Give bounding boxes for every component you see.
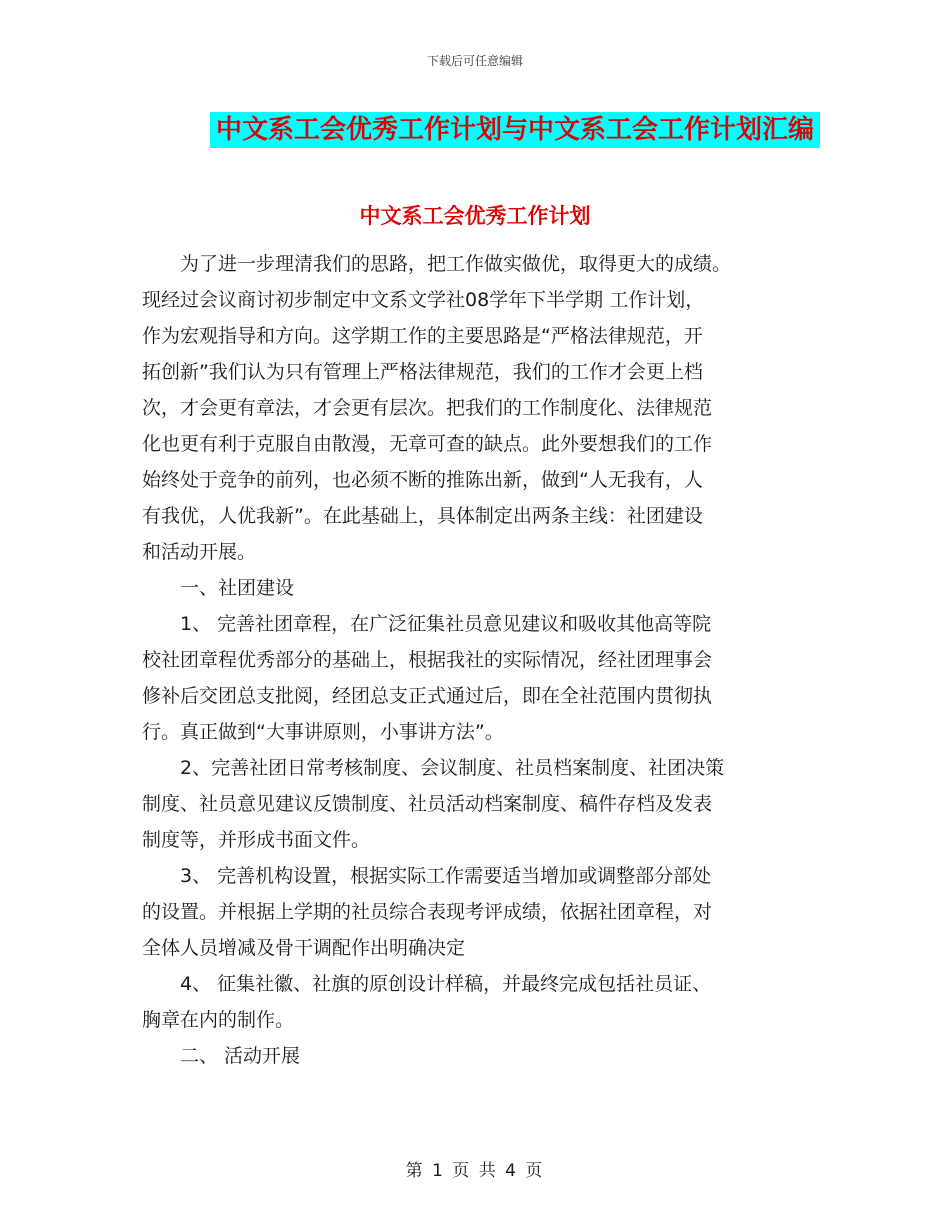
paragraph-line: 2、完善社团日常考核制度、会议制度、社员档案制度、社团决策 — [180, 757, 725, 779]
paragraph — [142, 750, 822, 858]
paragraph-line: 的设置。并根据上学期的社员综合表现考评成绩，依据社团章程，对 — [142, 901, 713, 923]
paragraph-line: 行。真正做到“大事讲原则，小事讲方法”。 — [142, 721, 504, 743]
paragraph-line: 和活动开展。 — [142, 541, 257, 563]
paragraph-line: 作为宏观指导和方向。这学期工作的主要思路是“严格法律规范，开 — [142, 325, 703, 347]
paragraph-line: 修补后交团总支批阅，经团总支正式通过后，即在全社范围内贯彻执 — [142, 685, 713, 707]
paragraph — [142, 606, 822, 750]
paragraph-line: 校社团章程优秀部分的基础上，根据我社的实际情况，经社团理事会 — [142, 649, 713, 671]
document-title: 中文系工会优秀工作计划与中文系工会工作计划汇编 — [210, 112, 820, 148]
paragraph-line: 一、社团建设 — [180, 577, 295, 599]
paragraph-line: 1、 完善社团章程，在广泛征集社员意见建议和吸收其他高等院 — [180, 613, 712, 635]
paragraph — [142, 858, 822, 966]
document-body — [142, 246, 822, 1074]
document-title-container — [0, 112, 950, 148]
paragraph-line: 全体人员增减及骨干调配作出明确决定 — [142, 937, 466, 959]
section-title: 中文系工会优秀工作计划 — [359, 204, 591, 228]
paragraph-line: 二、 活动开展 — [180, 1045, 301, 1067]
paragraph — [142, 966, 822, 1038]
paragraph-line: 4、 征集社徽、社旗的原创设计样稿，并最终完成包括社员证、 — [180, 973, 712, 995]
paragraph-line: 始终处于竞争的前列，也必须不断的推陈出新，做到“人无我有，人 — [142, 469, 703, 491]
paragraph-line: 3、 完善机构设置，根据实际工作需要适当增加或调整部分部处 — [180, 865, 712, 887]
paragraph-line: 现经过会议商讨初步制定中文系文学社08学年下半学期 工作计划， — [142, 289, 705, 311]
page-header-note: 下载后可任意编辑 — [426, 54, 523, 68]
paragraph-line: 次，才会更有章法，才会更有层次。把我们的工作制度化、法律规范 — [142, 397, 713, 419]
paragraph-line: 制度等，并形成书面文件。 — [142, 829, 371, 851]
paragraph-line: 拓创新”我们认为只有管理上严格法律规范，我们的工作才会更上档 — [142, 361, 703, 383]
paragraph-line: 有我优，人优我新”。在此基础上，具体制定出两条主线：社团建设 — [142, 505, 703, 527]
page-number: 第 1 页 共 4 页 — [405, 1161, 545, 1181]
paragraph-line: 胸章在内的制作。 — [142, 1009, 295, 1031]
paragraph-line: 制度、社员意见建议反馈制度、社员活动档案制度、稿件存档及发表 — [142, 793, 713, 815]
paragraph-line: 化也更有利于克服自由散漫，无章可查的缺点。此外要想我们的工作 — [142, 433, 713, 455]
paragraph — [142, 1038, 822, 1074]
paragraph-line: 为了进一步理清我们的思路，把工作做实做优，取得更大的成绩。 — [180, 253, 732, 275]
paragraph — [142, 570, 822, 606]
paragraph — [142, 246, 822, 570]
